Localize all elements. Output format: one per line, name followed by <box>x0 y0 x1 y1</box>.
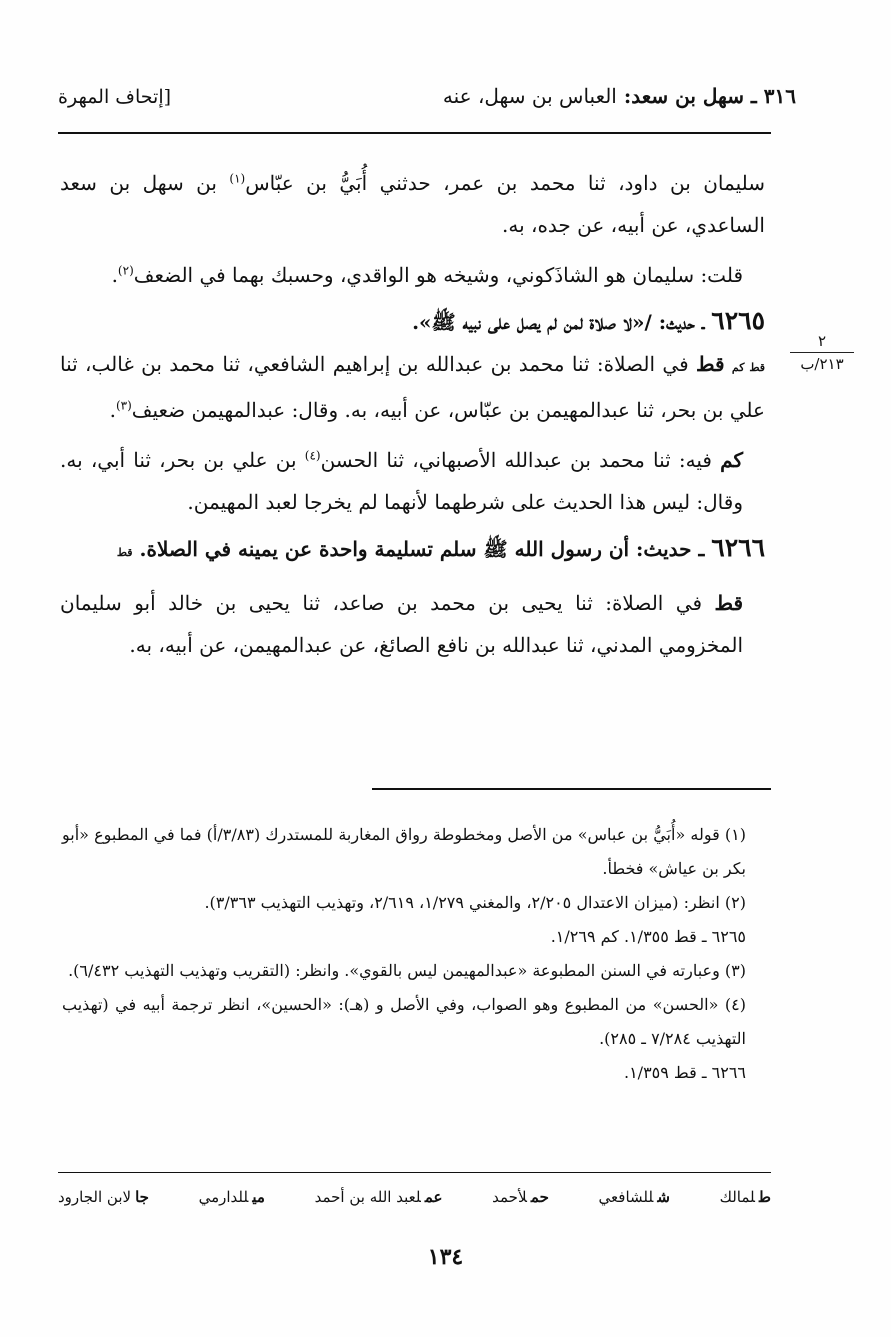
hadith-text: ـ حديث: أن رسول الله ﷺ سلم تسليمة واحدة عن يمينه في الصلاة. <box>139 537 712 561</box>
sigla: قط <box>696 352 725 376</box>
main-text <box>60 162 765 666</box>
margin-folio <box>790 332 854 373</box>
abbr-item: عملعبد الله بن أحمد <box>314 1188 443 1206</box>
abbr-item: جالابن الجارود <box>58 1188 149 1206</box>
abbr-item: شللشافعي <box>598 1188 670 1206</box>
source-note-6265: ٦٢٦٥ ـ قط ١/٣٥٥. كم ١/٢٦٩. <box>550 927 746 946</box>
source-note-6266: ٦٢٦٦ ـ قط ١/٣٥٩. <box>623 1063 746 1082</box>
footnotes <box>62 818 768 1090</box>
page-number: ١٣٤ <box>427 1244 464 1270</box>
footnote-separator <box>372 788 771 790</box>
footnote-ref: (٣) <box>115 398 132 413</box>
paragraph-2: قلت: سليمان هو الشاذَكوني، وشيخه هو الواقدي، وحسبك بهما في الضعف$^{(٢)}$. <box>111 263 743 287</box>
abbr-item: حملأحمد <box>492 1188 549 1206</box>
footnote-ref: (١) <box>229 171 246 186</box>
folio-top: ٢ <box>817 332 827 350</box>
header-title-bold: ٣١٦ ـ سهل بن سعد: <box>623 84 796 108</box>
paragraph-3: قط كم قط في الصلاة: ثنا محمد بن عبدالله بن إبراهيم الشافعي، ثنا محمد بن غالب، ثنا علي بن بحر، ثنا عبدالمهيمن بن عبّاس، عن أبيه، به. وقال: عبدالمهيمن ضعيف$^{(٣)}$. <box>60 352 766 422</box>
paragraph-4: كم فيه: ثنا محمد بن عبدالله الأصبهاني، ثنا الحسن$^{(٤)}$ بن علي بن بحر، ثنا أبي، به. وقال: ليس هذا الحديث على شرطهما لأنهما لم يخرجا لعبد المهيمن. <box>60 448 743 514</box>
sigla-marker: قط <box>116 546 133 559</box>
bottom-rule <box>58 1172 771 1173</box>
hadith-text: ـ حديث: /«لا صلاة لمن لم يصل على نبيه ﷺ». <box>412 310 712 334</box>
abbr-item: ميللدارمي <box>198 1188 265 1206</box>
sigla-marker: قط كم <box>731 361 766 374</box>
hadith-heading-6266 <box>60 527 765 574</box>
abbr-item: طلمالك <box>719 1188 771 1206</box>
sigla: قط <box>714 591 743 615</box>
footnote-2: (٢) انظر: (ميزان الاعتدال ٢/٢٠٥، والمغني ١/٢٧٩، ٢/٦١٩، وتهذيب التهذيب ٣/٣٦٣). <box>204 893 746 912</box>
header-title-rest: العباس بن سهل، عنه <box>442 84 617 108</box>
footnote-3: (٣) وعبارته في السنن المطبوعة «عبدالمهيمن ليس بالقوي». وانظر: (التقريب وتهذيب التهذيب ٦/٤٣٢). <box>68 961 746 980</box>
header-rule <box>58 132 771 134</box>
footnote-ref: (٤) <box>304 448 321 463</box>
running-header-book: [إتحاف المهرة <box>58 86 172 108</box>
footnote-ref: (٢) <box>117 263 134 278</box>
paragraph-1: سليمان بن داود، ثنا محمد بن عمر، حدثني أُبَيُّ بن عبّاس$^{(١)}$ بن سهل بن سعد الساعدي، عن أبيه، عن جده، به. <box>60 171 765 237</box>
hadith-heading-6265 <box>60 300 765 343</box>
folio-divider <box>790 352 854 353</box>
footnote-1: (١) قوله «أُبَيُّ بن عباس» من الأصل ومخطوطة رواق المغاربة للمستدرك (٣/٨٣/أ) فما في المطبوع «أبو بكر بن عياش» فخطأ. <box>62 825 747 878</box>
paragraph-5: قط في الصلاة: ثنا يحيى بن محمد بن صاعد، ثنا يحيى بن خالد أبو سليمان المخزومي المدني، ثنا عبدالله بن نافع الصائغ، عن عبدالمهيمن، عن أبيه، به. <box>60 591 743 657</box>
hadith-number: ٦٢٦٥ <box>711 306 765 335</box>
running-header-title <box>443 84 796 108</box>
hadith-number: ٦٢٦٦ <box>711 533 765 562</box>
sigla: كم <box>720 448 743 472</box>
abbreviation-key <box>58 1188 771 1206</box>
folio-bottom: ٢١٣/ب <box>800 355 844 373</box>
footnote-4: (٤) «الحسن» من المطبوع وهو الصواب، وفي الأصل و (هـ): «الحسين»، انظر ترجمة أبيه في (تهذيب التهذيب ٧/٢٨٤ ـ ٢٨٥). <box>62 995 746 1048</box>
